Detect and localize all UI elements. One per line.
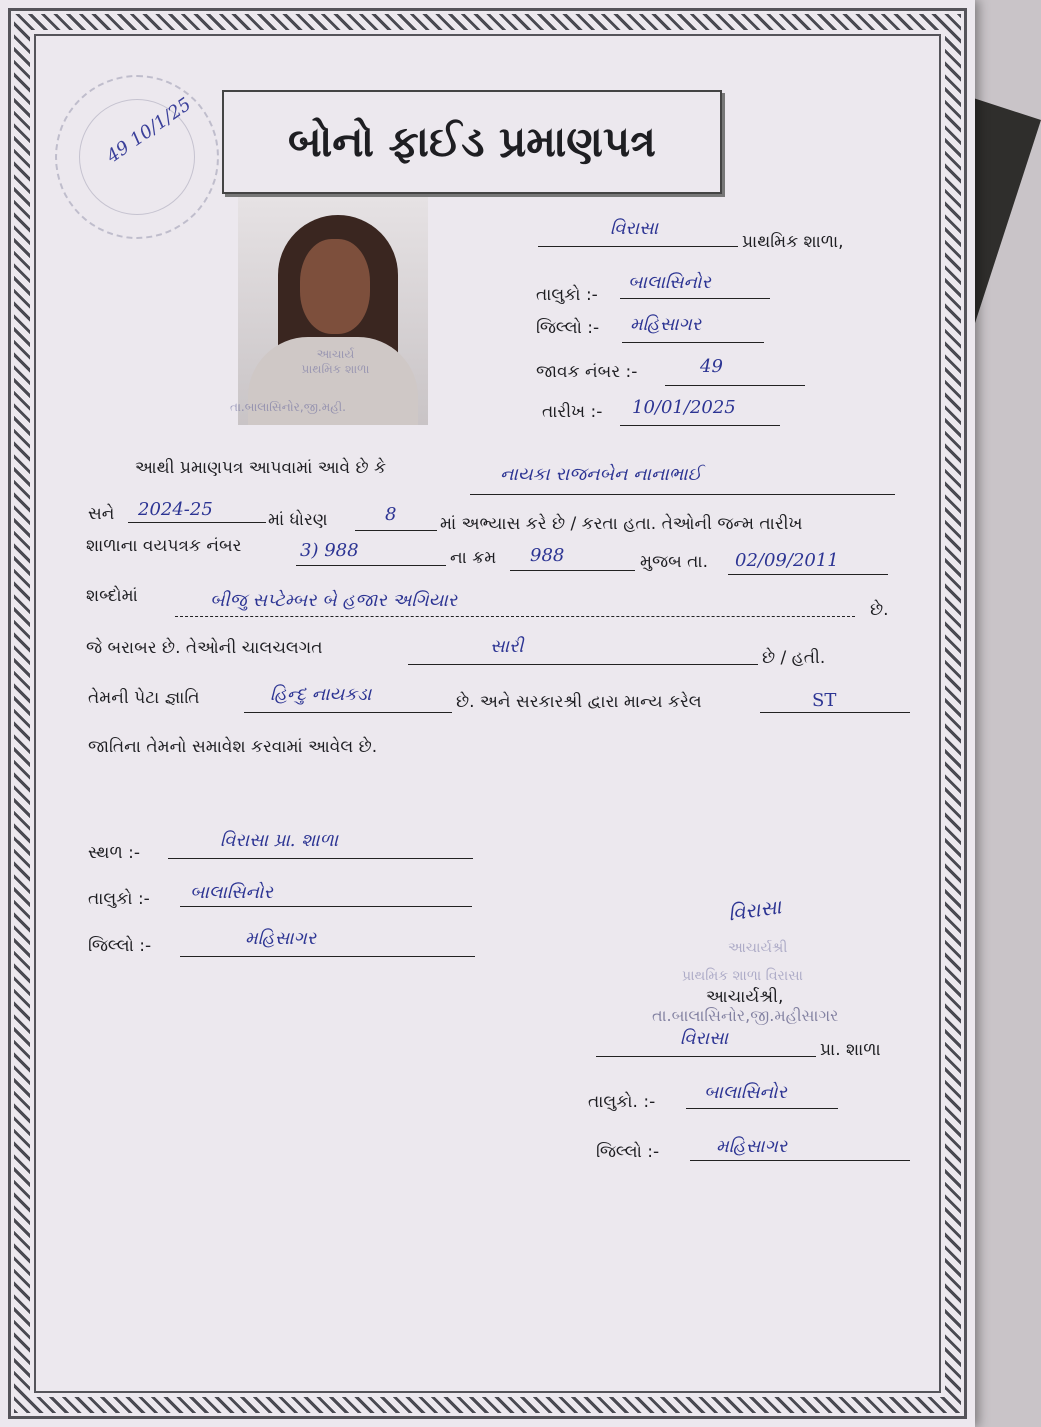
page-title: બોનો ફાઈડ પ્રમાણપત્ર <box>288 117 656 166</box>
line1-prefix: આથી પ્રમાણપત્ર આપવામાં આવે છે કે <box>135 458 386 478</box>
date-label: તારીખ :- <box>542 402 603 422</box>
category-value: ST <box>812 690 837 711</box>
words-value: બીજુ સપ્ટેમ્બર બે હજાર અગિયાર <box>210 590 458 611</box>
year-prefix: સને <box>88 504 115 524</box>
dob-value: 02/09/2011 <box>735 550 839 571</box>
footer-taluka-label: તાલુકો :- <box>88 889 150 909</box>
conduct-suffix: છે / હતી. <box>762 648 826 668</box>
register-value: 3) 988 <box>300 540 359 561</box>
footer-taluka-value: બાલાસિનોર <box>190 882 273 903</box>
school-suffix: પ્રાથમિક શાળા, <box>742 232 844 252</box>
stamp-faint-school: પ્રાથમિક શાળા વિરાસા <box>682 968 803 984</box>
footer-right-district-label: જિલ્લો :- <box>596 1142 660 1162</box>
district-value: મહિસાગર <box>630 314 702 335</box>
date-value: 10/01/2025 <box>632 397 736 418</box>
caste-value: હિન્દુ નાયકડા <box>270 684 372 705</box>
place-value: વિરાસા પ્રા. શાળા <box>220 830 338 851</box>
register-prefix: શાળાના વયપત્રક નંબર <box>86 536 242 556</box>
title-box <box>222 90 722 194</box>
study-text: માં અભ્યાસ કરે છે / કરતા હતા. તેઓની જન્મ તારીખ <box>440 514 803 534</box>
place-label: સ્થળ :- <box>88 843 140 863</box>
stamp-handwriting: 49 10/1/25 <box>102 93 196 168</box>
school-line <box>538 246 738 247</box>
principal-label: આચાર્યશ્રી, <box>706 987 784 1007</box>
photo-stamp: આચાર્ય પ્રાથમિક શાળા <box>301 347 370 376</box>
district-label: જિલ્લો :- <box>536 318 600 338</box>
footer-school-value: વિરાસા <box>680 1028 728 1049</box>
caste-mid: છે. અને સરકારશ્રી દ્વારા માન્ય કરેલ <box>456 692 702 712</box>
footer-district-label: જિલ્લો :- <box>88 936 152 956</box>
serial-prefix: ના ક્રમ <box>450 548 497 568</box>
footer-right-taluka-value: બાલાસિનોર <box>704 1082 787 1103</box>
footer-district-value: મહિસાગર <box>245 928 317 949</box>
std-prefix: માં ધોરણ <box>268 510 328 530</box>
last-line: જાતિના તેમનો સમાવેશ કરવામાં આવેલ છે. <box>88 737 378 757</box>
std-value: 8 <box>385 504 397 525</box>
student-name: નાયકા રાજનબેન નાનાભાઈ <box>500 464 702 485</box>
school-value: વિરાસા <box>610 218 658 239</box>
outward-value: 49 <box>700 356 723 377</box>
serial-value: 988 <box>530 545 565 566</box>
taluka-value: બાલાસિનોર <box>628 272 711 293</box>
words-suffix: છે. <box>870 600 889 620</box>
principal-signature: વિરાસા <box>726 894 783 926</box>
outward-label: જાવક નંબર :- <box>536 362 638 382</box>
taluka-label: તાલુકો :- <box>536 285 598 305</box>
footer-school-suffix: પ્રા. શાળા <box>820 1040 881 1060</box>
round-stamp <box>55 75 219 239</box>
footer-right-taluka-label: તાલુકો. :- <box>588 1092 656 1112</box>
photo-face <box>300 239 370 334</box>
conduct-value: સારી <box>490 636 524 657</box>
student-photo <box>238 197 428 425</box>
conduct-prefix: જે બરાબર છે. તેઓની ચાલચલગત <box>86 638 323 658</box>
words-prefix: શબ્દોમાં <box>86 586 138 606</box>
principal-address: તા.બાલાસિનોર,જી.મહીસાગર <box>652 1006 839 1025</box>
footer-right-district-value: મહિસાગર <box>716 1136 788 1157</box>
year-value: 2024-25 <box>138 499 213 520</box>
photo-stamp-address: તા.બાલાસિનોર,જી.મહી. <box>230 400 346 414</box>
caste-prefix: તેમની પેટા જ્ઞાતિ <box>88 688 200 708</box>
dob-prefix: મુજબ તા. <box>640 552 708 572</box>
stamp-faint-title: આચાર્યશ્રી <box>728 940 788 956</box>
